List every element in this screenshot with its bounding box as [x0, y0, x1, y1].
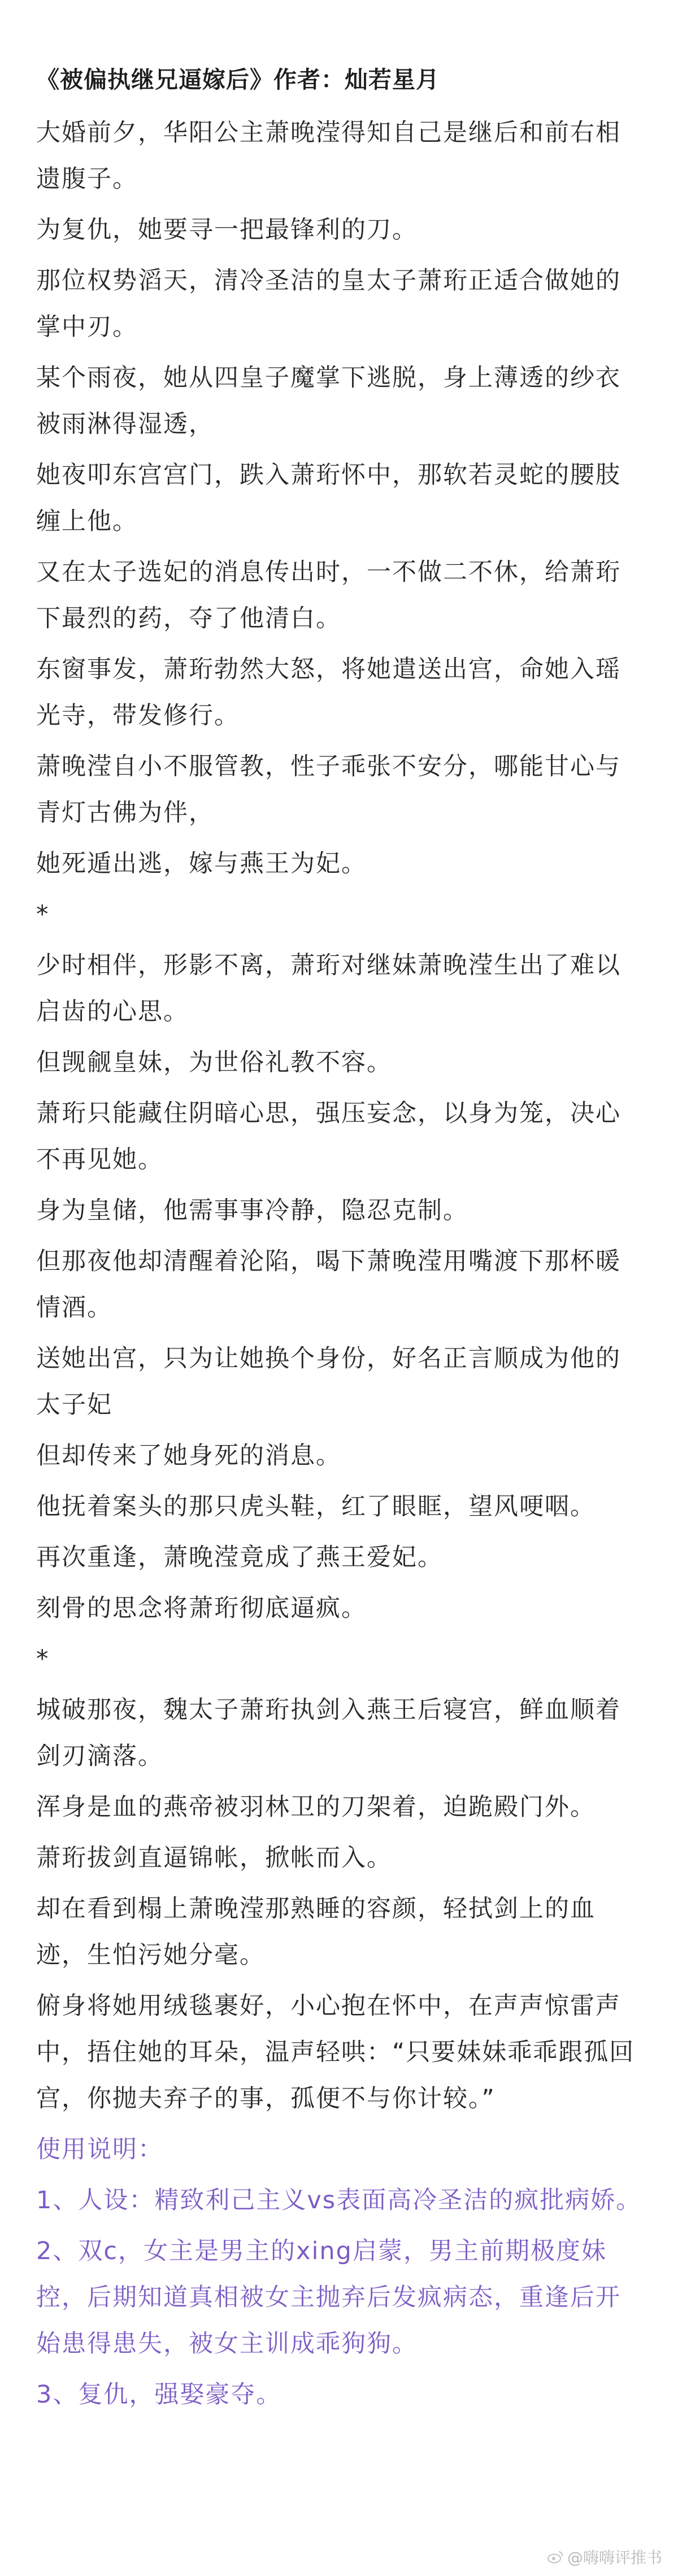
section-separator: *: [36, 900, 49, 929]
paragraph: 身为皇储，他需事事冷静，隐忍克制。: [36, 1196, 468, 1225]
usage-item: 2、双c，女主是男主的xing启蒙，男主前期极度妹控，后期知道真相被女主抛弃后发疯病态，重逢后开始患得患失，被女主训成乖狗狗。: [36, 2237, 621, 2358]
paragraph: 那位权势滔天，清冷圣洁的皇太子萧珩正适合做她的掌中刃。: [36, 267, 621, 341]
paragraph: 却在看到榻上萧晚滢那熟睡的容颜，轻拭剑上的血迹，生怕污她分毫。: [36, 1895, 596, 1969]
usage-section: [36, 2126, 644, 2418]
section-synopsis-3: [36, 1687, 644, 2122]
usage-heading: 使用说明：: [36, 2135, 163, 2164]
paragraph: 某个雨夜，她从四皇子魔掌下逃脱，身上薄透的纱衣被雨淋得湿透，: [36, 364, 621, 438]
paragraph: 又在太子选妃的消息传出时，一不做二不休，给萧珩下最烈的药，夺了他清白。: [36, 558, 621, 633]
paragraph: 再次重逢，萧晚滢竟成了燕王爱妃。: [36, 1543, 443, 1572]
paragraph: 萧珩拔剑直逼锦帐，掀帐而入。: [36, 1844, 392, 1872]
paragraph: 东窗事发，萧珩勃然大怒，将她遣送出宫，命她入瑶光寺，带发修行。: [36, 655, 621, 730]
paragraph: 为复仇，她要寻一把最锋利的刀。: [36, 216, 418, 244]
paragraph: 俯身将她用绒毯裹好，小心抱在怀中，在声声惊雷声中，捂住她的耳朵，温声轻哄：“只要妹妹乖乖跟孤回宫，你抛夫弃子的事，孤便不与你计较。”: [36, 1992, 635, 2113]
paragraph: 萧晚滢自小不服管教，性子乖张不安分，哪能甘心与青灯古佛为伴，: [36, 752, 621, 827]
paragraph: 但那夜他却清醒着沦陷，喝下萧晚滢用嘴渡下那杯暖情酒。: [36, 1247, 621, 1322]
usage-item: 3、复仇，强娶豪夺。: [36, 2381, 282, 2409]
paragraph: 送她出宫，只为让她换个身份，好名正言顺成为他的太子妃: [36, 1344, 621, 1419]
section-synopsis-2: [36, 942, 644, 1631]
paragraph: 大婚前夕，华阳公主萧晚滢得知自己是继后和前右相遗腹子。: [36, 119, 621, 193]
paragraph: 萧珩只能藏住阴暗心思，强压妄念，以身为笼，决心不再见她。: [36, 1099, 621, 1174]
book-title: 《被偏执继兄逼嫁后》作者：灿若星月: [36, 66, 440, 93]
paragraph: 浑身是血的燕帝被羽林卫的刀架着，迫跪殿门外。: [36, 1793, 596, 1821]
paragraph: 他抚着案头的那只虎头鞋，红了眼眶，望风哽咽。: [36, 1492, 596, 1521]
weibo-icon: [547, 2550, 564, 2564]
section-separator: *: [36, 1645, 49, 1673]
paragraph: 但觊觎皇妹，为世俗礼教不容。: [36, 1048, 392, 1077]
paragraph: 她死遁出逃，嫁与燕王为妃。: [36, 850, 367, 878]
paragraph: 少时相伴，形影不离，萧珩对继妹萧晚滢生出了难以启齿的心思。: [36, 951, 621, 1026]
watermark: [547, 2545, 662, 2568]
section-synopsis-1: [36, 110, 644, 887]
paragraph: 但却传来了她身死的消息。: [36, 1442, 341, 1470]
usage-item: 1、人设：精致利己主义vs表面高冷圣洁的疯批病娇。: [36, 2186, 642, 2214]
paragraph: 刻骨的思念将萧珩彻底逼疯。: [36, 1594, 367, 1622]
watermark-text: @嗨嗨评推书: [567, 2548, 662, 2567]
paragraph: 她夜叩东宫宫门，跌入萧珩怀中，那软若灵蛇的腰肢缠上他。: [36, 461, 621, 536]
paragraph: 城破那夜，魏太子萧珩执剑入燕王后寝宫，鲜血顺着剑刃滴落。: [36, 1696, 621, 1770]
